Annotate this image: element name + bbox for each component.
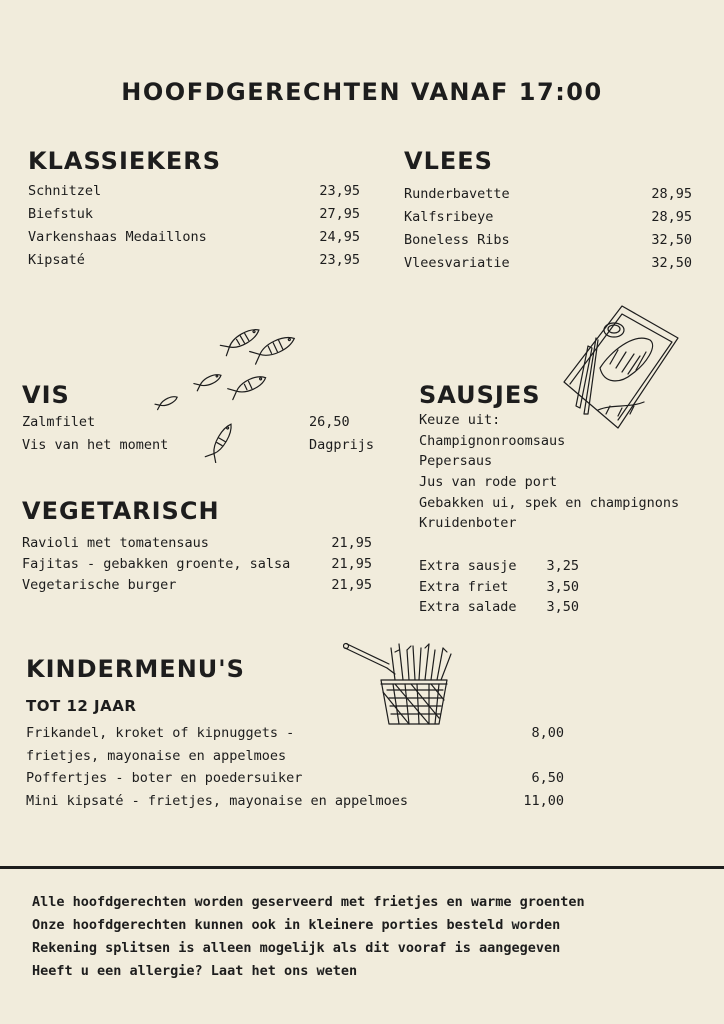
menu-item: [404, 229, 692, 252]
section-title-sausjes: SAUSJES: [419, 381, 541, 409]
item-price: 11,00: [523, 792, 564, 809]
item-name: Frikandel, kroket of kipnuggets -: [26, 725, 295, 741]
menu-item: [26, 767, 564, 790]
section-title-klassiekers: KLASSIEKERS: [28, 147, 222, 175]
extras-list: [419, 556, 579, 618]
item-name: Runderbavette: [404, 186, 510, 202]
list-item: Kruidenboter: [419, 515, 517, 532]
list-item: Gebakken ui, spek en champignons: [419, 494, 680, 511]
divider: [0, 866, 724, 869]
section-title-kindermenu: KINDERMENU'S: [26, 655, 245, 683]
list-item: Pepersaus: [419, 453, 493, 470]
item-name: Poffertjes - boter en poedersuiker: [26, 770, 303, 786]
footer-note: Rekening splitsen is alleen mogelijk als dit vooraf is aangegeven: [32, 940, 561, 956]
item-price: 3,50: [546, 599, 579, 616]
menu-item: [22, 533, 372, 554]
menu-item: [28, 203, 360, 226]
item-name: Fajitas - gebakken groente, salsa: [22, 556, 291, 572]
menu-item: [28, 180, 360, 203]
item-name: Schnitzel: [28, 183, 102, 199]
item-name: Extra sausje: [419, 558, 517, 574]
menu-item: [419, 577, 579, 598]
vlees-list: [404, 183, 692, 275]
item-name: Vis van het moment: [22, 437, 169, 453]
item-name: Biefstuk: [28, 206, 94, 222]
item-price: 21,95: [331, 556, 372, 572]
item-name: Boneless Ribs: [404, 232, 510, 248]
sausjes-list: [419, 410, 719, 534]
menu-item: [22, 575, 372, 596]
item-price: 6,50: [531, 770, 564, 786]
item-name: Vegetarische burger: [22, 577, 177, 593]
vegetarisch-list: [22, 533, 372, 596]
section-title-vlees: VLEES: [404, 147, 493, 175]
item-price: 27,95: [319, 206, 360, 222]
item-price: 32,50: [651, 255, 692, 271]
item-price: 28,95: [651, 186, 692, 202]
list-item: Jus van rode port: [419, 474, 558, 491]
menu-item: [22, 554, 372, 575]
item-name: Vleesvariatie: [404, 255, 510, 271]
fries-basket-icon: [343, 640, 458, 730]
item-name: Mini kipsaté - frietjes, mayonaise en appelmoes: [26, 792, 409, 809]
item-name: Kipsaté: [28, 252, 85, 268]
item-price: 3,50: [546, 578, 579, 595]
item-price: 26,50: [309, 414, 350, 430]
item-name: Zalmfilet: [22, 414, 96, 430]
section-title-vis: VIS: [22, 381, 70, 409]
item-price: 3,25: [546, 558, 579, 574]
item-price: Dagprijs: [309, 437, 375, 453]
list-item: Keuze uit:: [419, 412, 501, 428]
section-title-vegetarisch: VEGETARISCH: [22, 497, 220, 525]
item-price: 32,50: [651, 232, 692, 248]
menu-item: [28, 249, 360, 272]
list-item: Champignonroomsaus: [419, 432, 566, 449]
menu-item: [404, 252, 692, 275]
klassiekers-list: [28, 180, 360, 272]
item-name: Extra friet: [419, 578, 509, 595]
menu-item: [22, 411, 382, 434]
item-price: 21,95: [331, 535, 372, 551]
item-name: Varkenshaas Medaillons: [28, 229, 207, 245]
menu-item: [22, 434, 382, 457]
item-name-continued: frietjes, mayonaise en appelmoes: [26, 747, 287, 764]
kindermenu-list: [26, 722, 564, 812]
menu-item: [404, 206, 692, 229]
footer-notes: [32, 891, 585, 983]
item-price: 28,95: [651, 209, 692, 225]
menu-item: [404, 183, 692, 206]
footer-note: Heeft u een allergie? Laat het ons weten: [32, 963, 358, 979]
footer-note: Onze hoofdgerechten kunnen ook in kleinere porties besteld worden: [32, 917, 561, 933]
item-price: 23,95: [319, 183, 360, 199]
item-price: 21,95: [331, 577, 372, 593]
item-name: Extra salade: [419, 599, 517, 616]
vis-list: [22, 411, 382, 457]
item-price: 8,00: [531, 725, 564, 741]
menu-item: [28, 226, 360, 249]
menu-item: [26, 722, 564, 767]
menu-item: [419, 556, 579, 577]
item-price: 23,95: [319, 252, 360, 268]
footer-note: Alle hoofdgerechten worden geserveerd met frietjes en warme groenten: [32, 894, 585, 910]
menu-item: [26, 790, 564, 813]
menu-item: [419, 597, 579, 618]
page-title: HOOFDGERECHTEN VANAF 17:00: [121, 78, 603, 106]
item-price: 24,95: [319, 229, 360, 245]
item-name: Kalfsribeye: [404, 209, 494, 225]
kindermenu-subtitle: TOT 12 JAAR: [26, 697, 137, 715]
item-name: Ravioli met tomatensaus: [22, 535, 209, 551]
